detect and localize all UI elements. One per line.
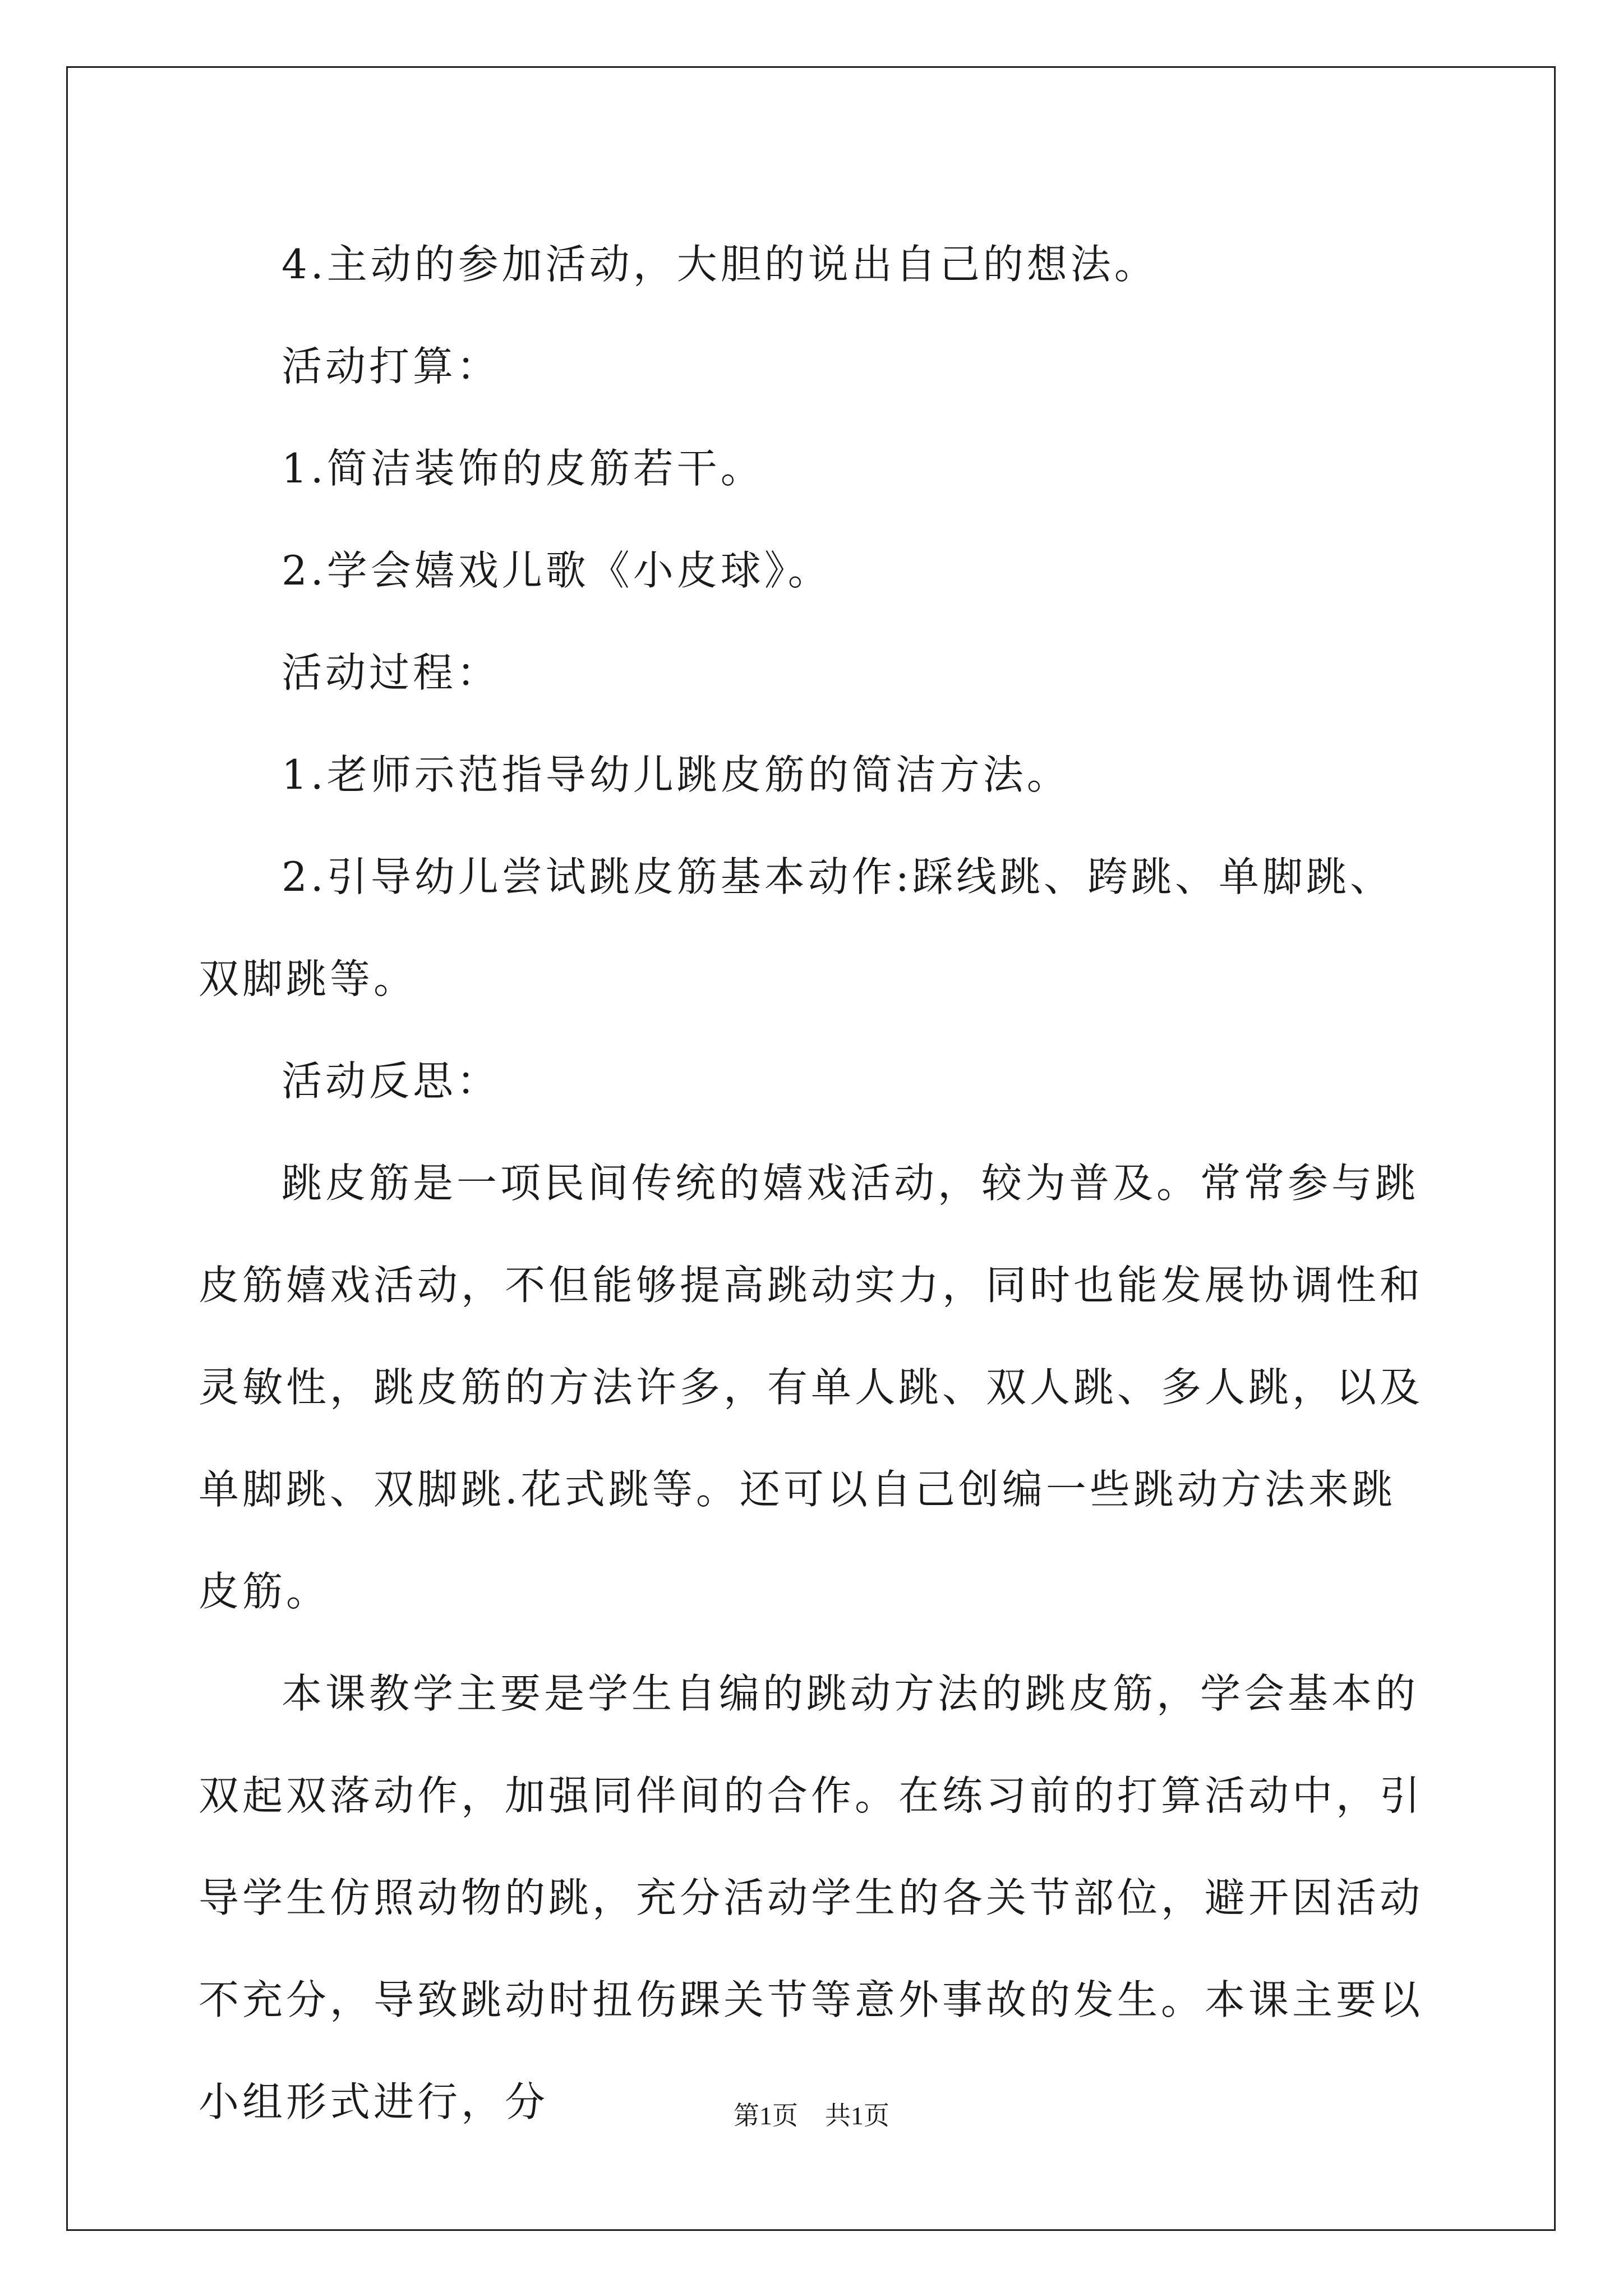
section-heading: 活动过程： (282, 649, 501, 696)
paragraph: 2.学会嬉戏儿歌《小皮球》。 (282, 547, 832, 594)
paragraph: 跳皮筋是一项民间传统的嬉戏活动，较为普及。常常参与跳皮筋嬉戏活动，不但能够提高跳动实力，同时也能发展协调性和灵敏性，跳皮筋的方法许多，有单人跳、双人跳、多人跳，以及单脚跳、双脚跳.花式跳等。还可以自己创编一些跳动方法来跳皮筋。 (199, 1159, 1424, 1615)
paragraph: 1.简洁装饰的皮筋若干。 (282, 445, 764, 492)
page-number: 第1页 (734, 2101, 798, 2130)
paragraph: 本课教学主要是学生自编的跳动方法的跳皮筋，学会基本的双起双落动作，加强同伴间的合作。在练习前的打算活动中，引导学生仿照动物的跳，充分活动学生的各关节部位，避开因活动不充分，导致跳动时扭伤踝关节等意外事故的发生。本课主要以小组形式进行，分 (199, 1670, 1424, 2125)
page-total: 共1页 (825, 2101, 889, 2130)
paragraph: 4.主动的参加活动，大胆的说出自己的想法。 (282, 241, 1158, 288)
paragraph: 1.老师示范指导幼儿跳皮筋的简洁方法。 (282, 751, 1071, 798)
section-heading: 活动反思： (282, 1057, 501, 1105)
document-body (199, 213, 1432, 2153)
section-heading: 活动打算： (282, 343, 501, 390)
paragraph: 2.引导幼儿尝试跳皮筋基本动作:踩线跳、跨跳、单脚跳、双脚跳等。 (199, 853, 1394, 1002)
page-footer (0, 2099, 1623, 2133)
